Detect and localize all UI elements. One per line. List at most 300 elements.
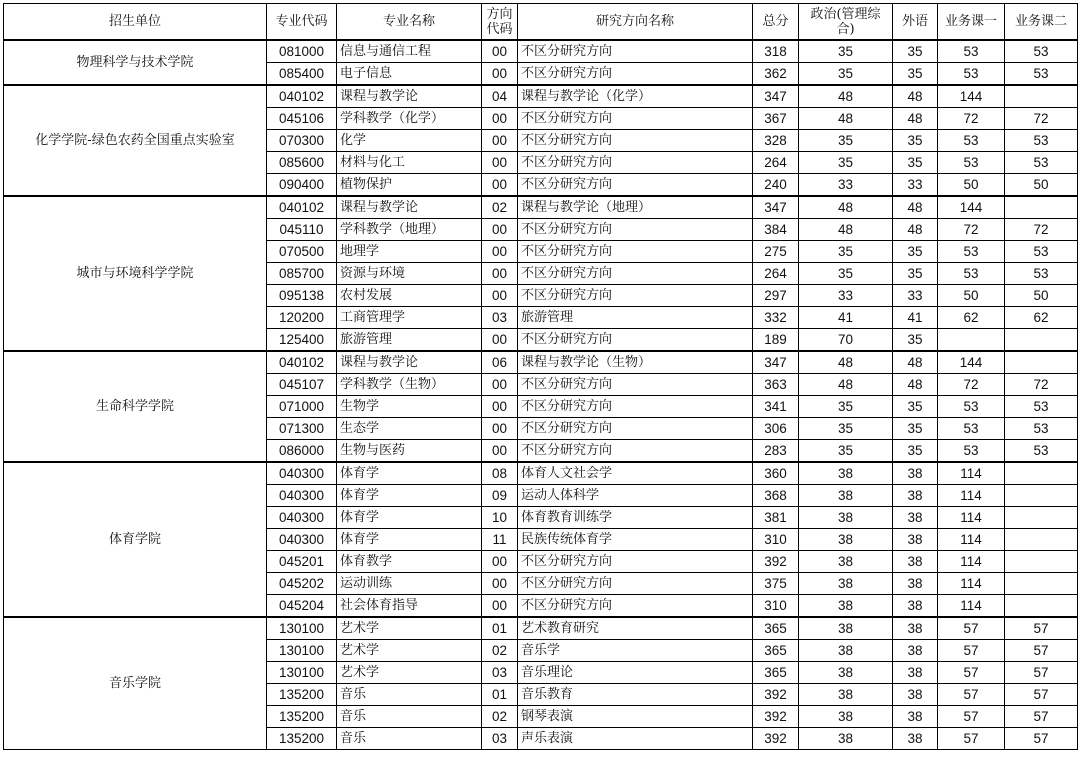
cell-dir-name: 运动人体科学 [518,485,753,507]
cell-dir-name: 课程与教学论（化学） [518,85,753,108]
cell-major: 电子信息 [337,63,482,86]
cell-dir-code: 00 [482,263,518,285]
cell-dir-code: 08 [482,462,518,485]
cell-total: 360 [753,462,799,485]
header-total: 总分 [753,4,799,41]
cell-dir-name: 音乐教育 [518,684,753,706]
cell-course2 [1005,485,1078,507]
cell-major: 旅游管理 [337,329,482,352]
cell-politics: 38 [799,662,893,684]
cell-course1: 57 [938,662,1005,684]
cell-code: 071000 [267,396,337,418]
cell-dir-name: 不区分研究方向 [518,396,753,418]
cell-course2: 50 [1005,285,1078,307]
cell-code: 090400 [267,174,337,197]
cell-course2: 72 [1005,108,1078,130]
cell-dir-code: 00 [482,573,518,595]
cell-code: 125400 [267,329,337,352]
cell-code: 040102 [267,85,337,108]
cell-foreign: 38 [893,728,938,750]
cell-course1: 114 [938,462,1005,485]
cell-major: 信息与通信工程 [337,40,482,63]
cell-course1: 50 [938,174,1005,197]
cell-total: 283 [753,440,799,463]
cell-code: 130100 [267,617,337,640]
cell-dir-code: 03 [482,307,518,329]
cell-course1: 57 [938,617,1005,640]
cell-foreign: 35 [893,263,938,285]
cell-dir-name: 体育人文社会学 [518,462,753,485]
cell-course1: 53 [938,263,1005,285]
cell-course1: 53 [938,396,1005,418]
header-dir-code [482,4,518,41]
cell-course1: 114 [938,551,1005,573]
cell-politics: 38 [799,728,893,750]
cell-dir-code: 03 [482,728,518,750]
cell-major: 学科教学（地理） [337,219,482,241]
cell-course1: 53 [938,152,1005,174]
cell-total: 328 [753,130,799,152]
cell-code: 085700 [267,263,337,285]
table-row [4,196,1078,219]
cell-major: 化学 [337,130,482,152]
cell-dir-name: 不区分研究方向 [518,263,753,285]
cell-dir-name: 不区分研究方向 [518,152,753,174]
table-body [4,40,1078,750]
cell-code: 040102 [267,196,337,219]
cell-course1: 53 [938,418,1005,440]
cell-foreign: 41 [893,307,938,329]
cell-politics: 35 [799,152,893,174]
cell-foreign: 48 [893,219,938,241]
cell-course1: 114 [938,595,1005,618]
cell-course2: 53 [1005,241,1078,263]
header-dir-name: 研究方向名称 [518,4,753,41]
cell-total: 365 [753,640,799,662]
cell-course2 [1005,573,1078,595]
table-row [4,462,1078,485]
cell-foreign: 38 [893,617,938,640]
cell-foreign: 38 [893,640,938,662]
cell-code: 135200 [267,706,337,728]
cell-course2: 53 [1005,396,1078,418]
cell-major: 学科教学（化学） [337,108,482,130]
cell-politics: 35 [799,241,893,263]
cell-major: 运动训练 [337,573,482,595]
cell-code: 045201 [267,551,337,573]
cell-foreign: 48 [893,196,938,219]
cell-course2: 62 [1005,307,1078,329]
cell-dir-code: 01 [482,617,518,640]
cell-total: 264 [753,263,799,285]
score-table [3,3,1078,750]
cell-politics: 35 [799,263,893,285]
cell-dir-code: 02 [482,196,518,219]
cell-code: 085600 [267,152,337,174]
cell-total: 347 [753,351,799,374]
cell-total: 392 [753,551,799,573]
cell-dir-name: 不区分研究方向 [518,551,753,573]
cell-politics: 48 [799,85,893,108]
cell-dir-code: 00 [482,595,518,618]
cell-foreign: 35 [893,418,938,440]
cell-major: 体育教学 [337,551,482,573]
cell-course2: 57 [1005,728,1078,750]
cell-code: 130100 [267,640,337,662]
cell-dir-name: 不区分研究方向 [518,329,753,352]
cell-dir-code: 02 [482,706,518,728]
cell-total: 310 [753,529,799,551]
cell-course2 [1005,462,1078,485]
cell-foreign: 38 [893,706,938,728]
cell-unit: 化学学院-绿色农药全国重点实验室 [4,85,267,196]
cell-foreign: 35 [893,152,938,174]
cell-code: 135200 [267,728,337,750]
cell-total: 363 [753,374,799,396]
cell-foreign: 38 [893,507,938,529]
cell-major: 课程与教学论 [337,351,482,374]
cell-total: 240 [753,174,799,197]
cell-foreign: 48 [893,374,938,396]
cell-foreign: 38 [893,662,938,684]
cell-course2 [1005,329,1078,352]
cell-foreign: 33 [893,285,938,307]
cell-foreign: 38 [893,573,938,595]
cell-major: 生物与医药 [337,440,482,463]
cell-course1: 144 [938,85,1005,108]
cell-code: 070500 [267,241,337,263]
cell-course1: 53 [938,241,1005,263]
cell-course2: 53 [1005,130,1078,152]
cell-dir-code: 00 [482,174,518,197]
cell-dir-name: 不区分研究方向 [518,418,753,440]
cell-dir-name: 不区分研究方向 [518,595,753,618]
cell-dir-code: 00 [482,219,518,241]
cell-course1: 57 [938,706,1005,728]
cell-foreign: 48 [893,108,938,130]
cell-major: 艺术学 [337,662,482,684]
cell-unit: 物理科学与技术学院 [4,40,267,85]
table-row [4,617,1078,640]
cell-foreign: 35 [893,130,938,152]
cell-total: 347 [753,196,799,219]
header-politics [799,4,893,41]
cell-dir-name: 艺术教育研究 [518,617,753,640]
cell-total: 318 [753,40,799,63]
cell-major: 课程与教学论 [337,196,482,219]
header-course2: 业务课二 [1005,4,1078,41]
cell-dir-name: 不区分研究方向 [518,40,753,63]
cell-unit: 音乐学院 [4,617,267,750]
cell-foreign: 35 [893,63,938,86]
cell-politics: 48 [799,351,893,374]
cell-course2 [1005,595,1078,618]
cell-foreign: 38 [893,595,938,618]
cell-dir-name: 钢琴表演 [518,706,753,728]
cell-dir-name: 课程与教学论（生物） [518,351,753,374]
cell-course1: 53 [938,40,1005,63]
cell-foreign: 38 [893,684,938,706]
cell-dir-name: 不区分研究方向 [518,573,753,595]
header-major: 专业名称 [337,4,482,41]
cell-dir-code: 00 [482,152,518,174]
cell-total: 341 [753,396,799,418]
cell-major: 工商管理学 [337,307,482,329]
cell-dir-code: 00 [482,440,518,463]
cell-code: 040300 [267,462,337,485]
cell-major: 音乐 [337,684,482,706]
cell-course1: 57 [938,640,1005,662]
cell-dir-name: 音乐学 [518,640,753,662]
cell-course2: 57 [1005,706,1078,728]
cell-course2: 53 [1005,63,1078,86]
cell-dir-code: 02 [482,640,518,662]
cell-code: 071300 [267,418,337,440]
cell-dir-name: 旅游管理 [518,307,753,329]
cell-course1: 72 [938,108,1005,130]
cell-major: 学科教学（生物） [337,374,482,396]
cell-dir-name: 体育教育训练学 [518,507,753,529]
cell-politics: 35 [799,396,893,418]
cell-course1: 57 [938,684,1005,706]
cell-total: 375 [753,573,799,595]
cell-dir-code: 01 [482,684,518,706]
cell-politics: 48 [799,219,893,241]
cell-course1: 114 [938,529,1005,551]
cell-dir-code: 00 [482,396,518,418]
cell-course1: 53 [938,440,1005,463]
cell-course2: 53 [1005,418,1078,440]
cell-dir-code: 04 [482,85,518,108]
cell-course2 [1005,351,1078,374]
cell-dir-name: 不区分研究方向 [518,108,753,130]
cell-total: 189 [753,329,799,352]
cell-course1: 53 [938,63,1005,86]
cell-dir-name: 民族传统体育学 [518,529,753,551]
header-dir-code-text: 方向代码 [486,6,513,37]
cell-course2: 50 [1005,174,1078,197]
cell-code: 045204 [267,595,337,618]
cell-course2 [1005,529,1078,551]
cell-total: 367 [753,108,799,130]
cell-total: 297 [753,285,799,307]
cell-course2: 53 [1005,263,1078,285]
cell-dir-name: 不区分研究方向 [518,219,753,241]
cell-code: 086000 [267,440,337,463]
cell-course1 [938,329,1005,352]
cell-major: 社会体育指导 [337,595,482,618]
cell-course2 [1005,551,1078,573]
cell-total: 362 [753,63,799,86]
cell-politics: 38 [799,529,893,551]
cell-course2: 72 [1005,374,1078,396]
cell-unit: 体育学院 [4,462,267,617]
cell-politics: 33 [799,285,893,307]
header-politics-text: 政治(管理综合) [810,6,881,37]
cell-major: 生物学 [337,396,482,418]
header-foreign: 外语 [893,4,938,41]
cell-dir-name: 不区分研究方向 [518,440,753,463]
cell-foreign: 35 [893,40,938,63]
cell-politics: 38 [799,684,893,706]
header-unit: 招生单位 [4,4,267,41]
cell-dir-code: 00 [482,329,518,352]
cell-major: 地理学 [337,241,482,263]
cell-politics: 35 [799,418,893,440]
cell-dir-code: 00 [482,551,518,573]
cell-code: 045202 [267,573,337,595]
cell-total: 275 [753,241,799,263]
cell-politics: 38 [799,595,893,618]
cell-foreign: 38 [893,551,938,573]
cell-course1: 50 [938,285,1005,307]
cell-dir-code: 00 [482,40,518,63]
cell-politics: 38 [799,617,893,640]
cell-politics: 35 [799,63,893,86]
cell-foreign: 38 [893,485,938,507]
cell-major: 体育学 [337,485,482,507]
cell-course1: 57 [938,728,1005,750]
cell-foreign: 38 [893,529,938,551]
cell-total: 264 [753,152,799,174]
cell-foreign: 38 [893,462,938,485]
cell-course2: 53 [1005,440,1078,463]
cell-course1: 72 [938,374,1005,396]
cell-politics: 38 [799,640,893,662]
cell-unit: 生命科学学院 [4,351,267,462]
cell-foreign: 35 [893,396,938,418]
cell-total: 347 [753,85,799,108]
cell-total: 306 [753,418,799,440]
cell-major: 资源与环境 [337,263,482,285]
cell-total: 332 [753,307,799,329]
cell-dir-code: 09 [482,485,518,507]
cell-total: 384 [753,219,799,241]
cell-major: 材料与化工 [337,152,482,174]
cell-code: 085400 [267,63,337,86]
cell-code: 081000 [267,40,337,63]
cell-dir-code: 00 [482,241,518,263]
cell-foreign: 48 [893,85,938,108]
cell-politics: 38 [799,507,893,529]
cell-dir-code: 11 [482,529,518,551]
table-row [4,40,1078,63]
cell-dir-code: 00 [482,108,518,130]
cell-dir-name: 不区分研究方向 [518,241,753,263]
header-row [4,4,1078,41]
cell-code: 135200 [267,684,337,706]
cell-major: 植物保护 [337,174,482,197]
cell-major: 艺术学 [337,617,482,640]
cell-dir-code: 00 [482,374,518,396]
cell-major: 体育学 [337,507,482,529]
cell-politics: 48 [799,108,893,130]
header-course1: 业务课一 [938,4,1005,41]
table-row [4,351,1078,374]
cell-course1: 144 [938,351,1005,374]
cell-course2 [1005,85,1078,108]
cell-dir-name: 不区分研究方向 [518,63,753,86]
cell-code: 045110 [267,219,337,241]
cell-course2: 57 [1005,640,1078,662]
cell-total: 392 [753,706,799,728]
cell-dir-code: 03 [482,662,518,684]
cell-total: 365 [753,662,799,684]
cell-dir-name: 不区分研究方向 [518,130,753,152]
cell-major: 艺术学 [337,640,482,662]
cell-dir-name: 不区分研究方向 [518,174,753,197]
cell-total: 381 [753,507,799,529]
cell-course2: 53 [1005,40,1078,63]
cell-course2 [1005,196,1078,219]
cell-total: 392 [753,728,799,750]
cell-politics: 48 [799,196,893,219]
cell-politics: 38 [799,462,893,485]
cell-dir-name: 不区分研究方向 [518,374,753,396]
cell-major: 课程与教学论 [337,85,482,108]
cell-politics: 35 [799,440,893,463]
cell-foreign: 35 [893,329,938,352]
cell-politics: 38 [799,551,893,573]
cell-major: 音乐 [337,706,482,728]
cell-course2: 57 [1005,617,1078,640]
cell-course1: 114 [938,507,1005,529]
cell-course1: 114 [938,485,1005,507]
cell-major: 体育学 [337,462,482,485]
cell-dir-name: 不区分研究方向 [518,285,753,307]
cell-course2: 57 [1005,662,1078,684]
cell-course2: 72 [1005,219,1078,241]
cell-code: 130100 [267,662,337,684]
cell-dir-code: 10 [482,507,518,529]
cell-code: 040102 [267,351,337,374]
cell-major: 音乐 [337,728,482,750]
table-row [4,85,1078,108]
cell-politics: 38 [799,573,893,595]
cell-politics: 33 [799,174,893,197]
cell-course2: 53 [1005,152,1078,174]
cell-dir-name: 声乐表演 [518,728,753,750]
cell-course1: 53 [938,130,1005,152]
cell-politics: 38 [799,485,893,507]
cell-politics: 38 [799,706,893,728]
cell-dir-code: 00 [482,130,518,152]
cell-politics: 35 [799,40,893,63]
cell-dir-code: 00 [482,63,518,86]
cell-politics: 70 [799,329,893,352]
cell-foreign: 35 [893,440,938,463]
cell-course2 [1005,507,1078,529]
cell-code: 120200 [267,307,337,329]
cell-total: 310 [753,595,799,618]
cell-dir-name: 音乐理论 [518,662,753,684]
cell-total: 365 [753,617,799,640]
cell-foreign: 48 [893,351,938,374]
cell-major: 农村发展 [337,285,482,307]
cell-major: 体育学 [337,529,482,551]
cell-dir-code: 00 [482,285,518,307]
cell-total: 368 [753,485,799,507]
cell-politics: 35 [799,130,893,152]
cell-code: 040300 [267,485,337,507]
cell-politics: 48 [799,374,893,396]
cell-foreign: 35 [893,241,938,263]
cell-foreign: 33 [893,174,938,197]
cell-code: 040300 [267,507,337,529]
cell-course2: 57 [1005,684,1078,706]
cell-code: 095138 [267,285,337,307]
cell-code: 040300 [267,529,337,551]
